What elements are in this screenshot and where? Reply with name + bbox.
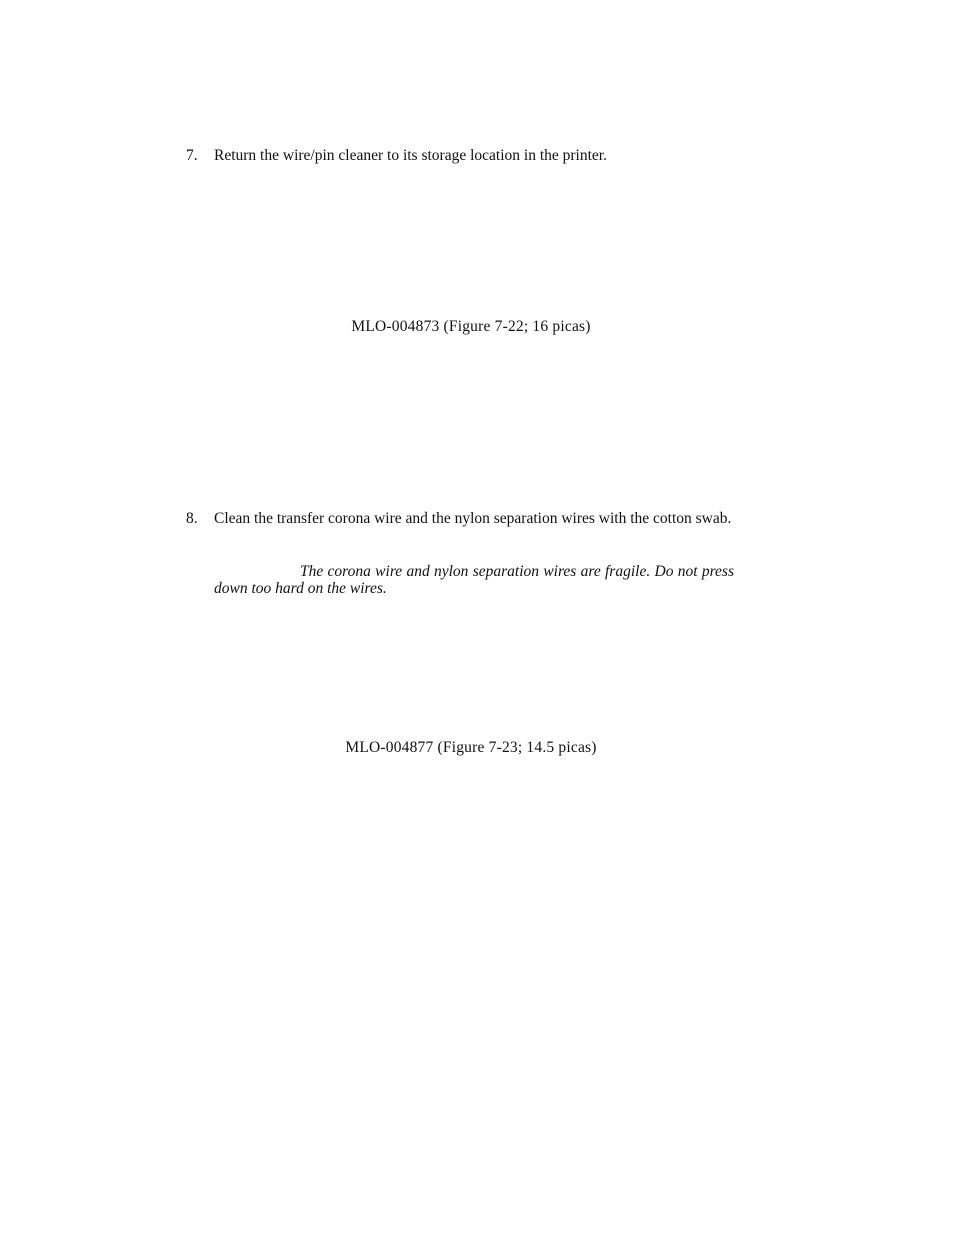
- step-text: Return the wire/pin cleaner to its storage location in the printer.: [214, 147, 607, 164]
- figure-reference: MLO-004877 (Figure 7-23; 14.5 picas): [345, 739, 597, 756]
- step-text: Clean the transfer corona wire and the nylon separation wires with the cotton swab.: [214, 510, 732, 527]
- step-number: 7.: [186, 147, 198, 164]
- step-number: 8.: [186, 510, 198, 527]
- caution-note: The corona wire and nylon separation wires are fragile. Do not press down too hard on the wires.: [214, 563, 734, 597]
- figure-reference: MLO-004873 (Figure 7-22; 16 picas): [351, 318, 591, 335]
